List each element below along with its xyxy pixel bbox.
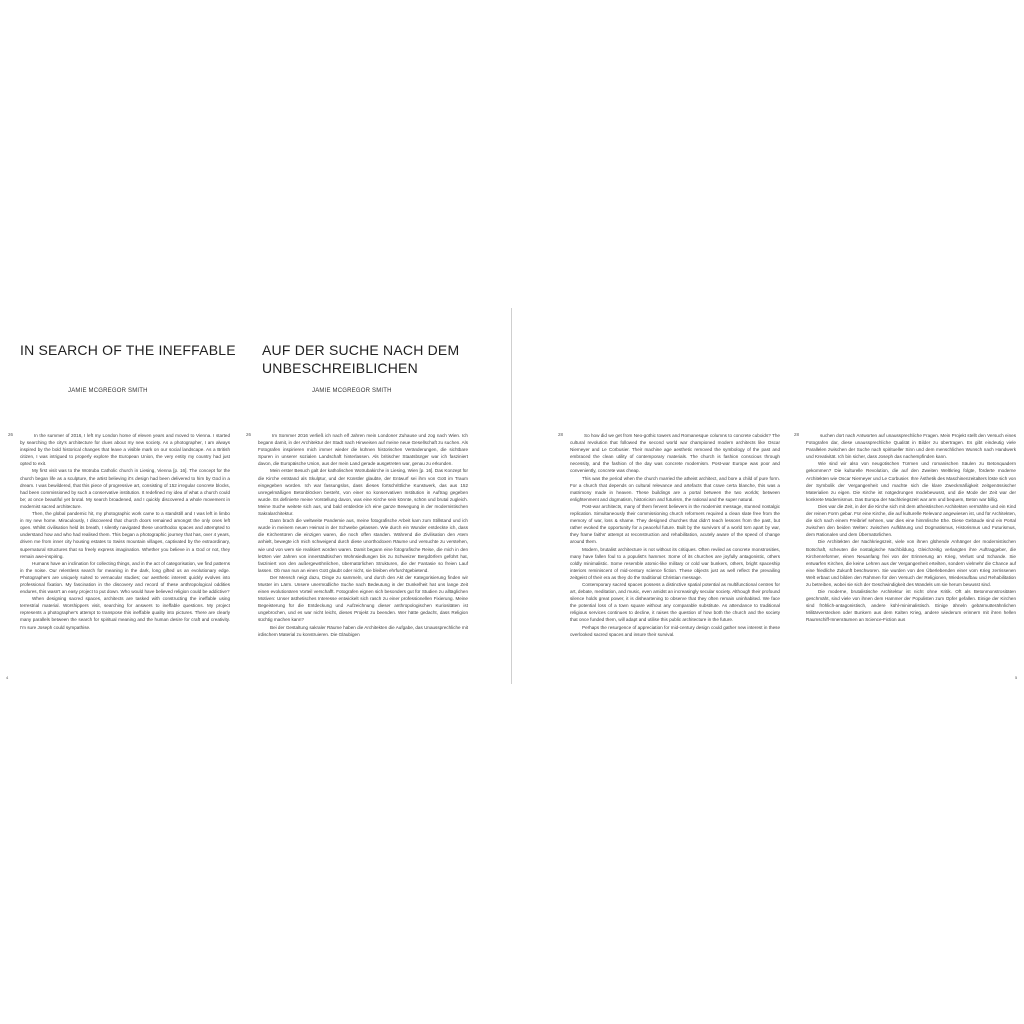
paragraph: Die moderne, brutalistische Architektur ist nicht ohne Kritik. Oft als Betonmonstrositäten geschmäht, sind viele von ihnen dem Hammer der Populisten zum Opfer gefallen. Einige der Kirchen sind fröhlich-antagonistisch, andere kühl-minimalistisch. Einige ähneln gebärmutterähnlichen Militärverstecken oder Bunkern aus dem Kalten Krieg, andere wiederum erinnern mit ihren hellen Raumschiff-Innenräumen an Science-Fiction aus: [806, 589, 1016, 623]
column-2-reference: 26: [246, 432, 252, 437]
paragraph: Post-war architects, many of them fervent believers in the modernist message, stunned nostalgic replication. Simultaneously their commissioning church reformers required a clean slate free from the memory of war, loss & shame. They designed churches that didn't teach lessons from the past, but rather evoked the opportunity for a peaceful future. Built by the survivors of a world torn apart by war, they frame faiths' attempt at reconstruction and rehabilitation, acutely aware of the speed of change around them.: [570, 503, 780, 545]
paragraph: In the summer of 2016, I left my London home of eleven years and moved to Vienna. I started by searching the city's architecture for clues about my new society. As a photographer, I am always inspired by the bold historical changes that leave a visible mark on our social landscape. As a British citizen, I was intrigued to properly explore the European Union, the very entity my country had just opted to exit.: [20, 433, 230, 467]
paragraph: Dies war die Zeit, in der die Kirche sich mit dem atheistischen Architekten vermählte und ein Kind der reinen Form gebar. Für eine Kirche, die auf kulturelle Relevanz angewiesen ist, und für Architekten, die sich nach einem Freibrief sehnen, war dies eine himmlische Ehe. Diese Gebäude sind ein Portal zwischen den beiden Welten: zwischen Aufklärung und Dogmatismus, Historismus und Futurismus, dem Rationalen und dem Übernatürlichen.: [806, 503, 1016, 538]
folio-right: 5: [1015, 675, 1018, 680]
paragraph: Der Mensch neigt dazu, Dinge zu sammeln, und durch den Akt der Kategorisierung finden wir Muster im Lärm. Unsere unermüdliche Suche nach Bedeutung in der Dunkelheit hat uns lange Zeit einen evolutionären Vorteil verschafft. Fotografen eignen sich besonders gut für Studien zu alltäglichen Motiven: Unser ästhetisches Interesse entwickelt sich rasch zu einer professionellen Fixierung. Meine Begeisterung für die Entdeckung und Aufzeichnung dieser anthropologischen Kuriositäten ist ungebrochen, und es war nicht leicht, dieses Projekt zu beenden. Wer hätte gedacht, dass Religion süchtig machen kann?: [258, 574, 468, 623]
paragraph: Wie sind wir also von neugotischen Türmen und romanischen Säulen zu Betonquadern gekommen? Die kulturelle Revolution, die auf den Zweiten Weltkrieg folgte, förderte moderne Architekten wie Oscar Niemeyer und Le Corbusier. Ihre Ästhetik des Maschinenzeitalters löste sich von der Symbolik der Vergangenheit und machte sich die klare Zweckmäßigkeit zeitgenössischer Materialien zu eigen. Die Kirche ist notgedrungen modebewusst, und die Mode der Zeit war der konkrete Modernismus. Das Europa der Nachkriegszeit war arm und bequem, Beton war billig.: [806, 461, 1016, 502]
paragraph: suchen dort nach Antworten auf unaussprechliche Fragen. Mein Projekt stellt den Versuch eines Fotografen dar, diese unaussprechliche Qualität in Bilder zu übertragen. Es gibt eindeutig viele Parallelen zwischen der Suche nach spiritueller Sinn und dem menschlichen Wunsch nach Handwerk und Kreativität. Ich bin sicher, dass Joseph das nachempfinden kann.: [806, 433, 1016, 460]
paragraph: My first visit was to the Wotruba Catholic church in Liesing, Vienna [p. 16]. The concept for the church began life as a sculpture, the artist believing it's design had been delivered to him by God in a dream. I was bewildered, that this piece of progressive art, consisting of 152 irregular concrete blocks, had been commissioned by such a conservative institution. It redefined my idea of what a church could be; at once beautiful yet brutal. My search broadened, and I quickly discovered a whole movement in modernist sacred architecture.: [20, 468, 230, 509]
text-column-german-right: [806, 432, 1016, 624]
paragraph: Modern, brutalist architecture is not without its critiques. Often reviled as concrete monstrosities, many have fallen foul to a populist's hammer. Some of its churches are joyfully antagonistic, others coldly minimalistic. Some resemble atomic-like military or cold war bunkers, others, bright spaceship interiors reminiscent of mid-century science fiction. These objects just as well reflect the prevailing zeitgeist of their era as they do the traditional Christian message.: [570, 546, 780, 580]
paragraph: Im Sommer 2016 verließ ich nach elf Jahren mein Londoner Zuhause und zog nach Wien. Ich begann damit, in der Architektur der Stadt nach Hinweisen auf meine neue Gesellschaft zu suchen. Als Fotografen inspirieren mich immer wieder die kühnen historischen Veränderungen, die sichtbare Spuren in unserer sozialen Landschaft hinterlassen. Als britischer Staatsbürger war ich fasziniert davon, die Europäische Union, aus der mein Land gerade ausgetreten war, genau zu erkunden.: [258, 433, 468, 467]
title-english: IN SEARCH OF THE INEFFABLE: [20, 342, 236, 358]
paragraph: When designing sacred spaces, architects are tasked with constructing the ineffable using terrestrial material. Worshippers visit, searching for answers to ineffable questions. My project represents a photographer's attempt to transpose this ineffable quality into pictures. There are clearly many parallels between the search for spiritual meaning and the human desire for craft and creativity. I'm sure Joseph could sympathise.: [20, 596, 230, 630]
paragraph: So how did we get from Neo-gothic towers and Romanesque columns to concrete cuboids? The cultural revolution that followed the second world war championed modern architects like Oscar Niemeyer and Le Corbusier. Their machine age aesthetic removed the symbology of the past and embraced the clean utility of contemporary materials. The church is fashion conscious through necessity, and the fashion of the day was concrete modernism. Post-war Europe was poor and conveniently, concrete was cheap.: [570, 433, 780, 474]
paragraph: Dann brach die weltweite Pandemie aus, meine fotografische Arbeit kam zum Stillstand und ich wurde in meinem neuen Heimat in der Schwebe gelassen. Wie durch ein Wunder entdeckte ich, dass die Kirchentüren die einzigen waren, die noch offen standen. Während die Zivilisation den Atem anhielt, bewegte ich mich schweigend durch diese unorthodoxen Räume und versuchte zu verstehen, wie und von wem sie realisiert worden waren. Damit begann eine fotografische Reise, die mich in den letzten vier Jahren von innerstädtischen Wohnsiedlungen bis zu Schweizer Bergdörfern geführt hat, fasziniert von den außergewöhnlichen, übernatürlichen Strukturen, die der Fantasie so freien Lauf lassen. Ob man nun an einen Gott glaubt oder nicht, sie bleiben ehrfurchtgebietend.: [258, 518, 468, 573]
paragraph: Perhaps the resurgence of appreciation for mid-century design could gather new interest in these overlooked sacred spaces and insure their survival.: [570, 624, 780, 637]
title-german: AUF DER SUCHE NACH DEM UNBESCHREIBLICHEN: [262, 342, 460, 376]
column-1-reference: 26: [8, 432, 14, 437]
folio-left: 4: [6, 675, 9, 680]
text-column-german-left: [258, 432, 468, 638]
page-fold-divider: [511, 308, 512, 684]
paragraph: Die Architekten der Nachkriegszeit, viele von ihnen glühende Anhänger der modernistischen Botschaft, scheuten die nostalgische Nachbildung. Gleichzeitig verlangten ihre Auftraggeber, die Kirchenreformer, einen Neuanfang frei von der Erinnerung an Krieg, Verlust und Schande. Sie entwarfen Kirchen, die keine Lehren aus der Vergangenheit erteilten, sondern vielmehr die Chance auf eine friedliche Zukunft beschworen. Sie wurden von den Überlebenden einer vom Krieg zerrissenen Welt erbaut und bilden den Rahmen für den Versuch der Religionen, Wiederaufbau und Rehabilitation zu betreiben, wobei sie sich der Geschwindigkeit des Wandels um sie herum bewusst sind.: [806, 539, 1016, 587]
paragraph: Bei der Gestaltung sakraler Räume haben die Architekten die Aufgabe, das Unaussprechliche mit irdischem Material zu konstruieren. Die Gläubigen: [258, 624, 468, 637]
paragraph: Humans have an inclination for collecting things, and in the act of categorisation, we find patterns in the noise. Our relentless search for meaning in the dark, long gifted us an evolutionary edge. Photographers are uniquely suited to vernacular studies; our aesthetic interest quickly evolves into professional fixation. My fascination in the discovery and record of these anthropological oddities endures, this wasn't an easy project to put down. Who would have believed religion could be addictive?: [20, 560, 230, 595]
column-4-reference: 28: [794, 432, 800, 437]
author-german: JAMIE MCGREGOR SMITH: [312, 388, 392, 394]
text-column-english-left: [20, 432, 230, 631]
author-english: JAMIE MCGREGOR SMITH: [68, 388, 148, 394]
paragraph: Mein erster Besuch galt der katholischen Wotrubakirche in Liesing, Wien [p. 16]. Das Konzept für die Kirche entstand als Skulptur, und der Künstler glaubte, der Entwurf sei ihm von Gott im Traum eingegeben worden. Ich war fassungslos, dass dieses fortschrittliche Kunstwerk, das aus 152 unregelmäßigen Betonblöcken besteht, von einer so konservativen Institution in Auftrag gegeben wurde. Es definierte meine Vorstellung davon, was eine Kirche sein könnte, schön und brutal zugleich. Meine Suche weitete sich aus, und bald entdeckte ich eine ganze Bewegung in der modernistischen Sakralarchitektur.: [258, 468, 468, 517]
text-column-english-right: [570, 432, 780, 638]
column-3-reference: 28: [558, 432, 564, 437]
paragraph: Then, the global pandemic hit, my photographic work came to a standstill and I was left in limbo in my new home. Miraculously, I discovered that church doors remained amongst the only ones left open. Whilst civilisation held its breath, I silently navigated these unorthodox spaces and attempted to understand how and who had realised them. This began a photographic journey that has, over 4 years, driven me from inner city housing estates to Swiss mountain villages, captivated by the extraordinary, supernatural structures that so freely express imagination. Whether you believe in a God or not, they remain awe-inspiring.: [20, 511, 230, 559]
paragraph: This was the period when the church married the atheist architect, and bore a child of pure form. For a church that depends on cultural relevance and artefacts that crave certa blanche, this was a matrimony made in heaven. These buildings are a portal between the two worlds; between enlightenment and dogmatism, historicism and futurism, the rational and the super natural.: [570, 475, 780, 502]
paragraph: Contemporary sacred spaces possess a distinctive spatial potential as multifunctional centres for art, debate, meditation, and music, even amidst an increasingly secular society. Although their profound silence holds great power, it is disheartening to observe that they often remain uninhabited. We face the potential loss of a town square without any comparable substitute. As attendance to traditional religious services continues to decline, it raises the question of how both the church and the society that once funded them, will adapt and utilise this public architecture in the future.: [570, 581, 780, 623]
